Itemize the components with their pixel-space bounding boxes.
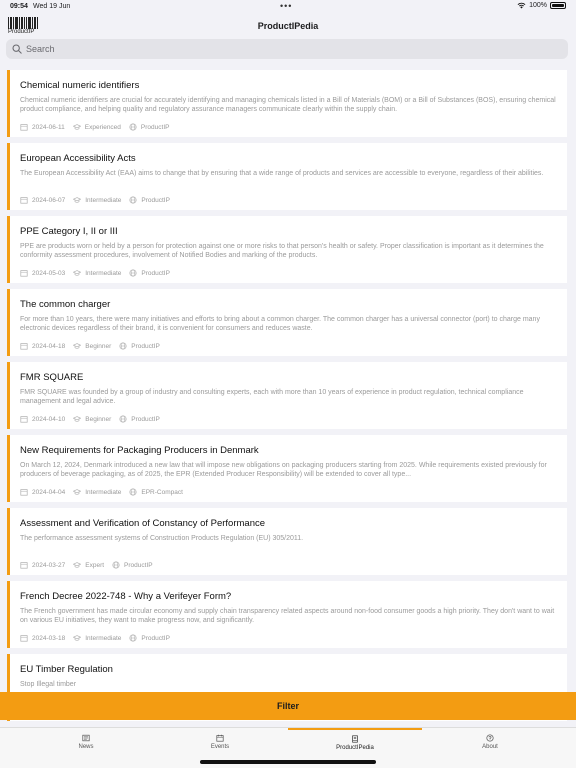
article-date: 2024-06-07 (32, 196, 66, 204)
article-description: FMR SQUARE was founded by a group of industry and consulting experts, each with more than 10 years of experience in product regulation, technical compliance management and legal advice. (20, 389, 524, 405)
article-source: ProductIP (141, 196, 170, 204)
header (0, 14, 576, 38)
article-title: Chemical numeric identifiers (20, 80, 140, 91)
article-title: French Decree 2022-748 - Why a Verifeyer Form? (20, 591, 232, 602)
article-date: 2024-06-11 (32, 123, 65, 131)
article-source: EPR-Compact (141, 488, 183, 496)
wifi-icon (517, 2, 526, 9)
article-level: Intermediate (85, 196, 122, 204)
article-level: Experienced (84, 123, 121, 131)
search-bar[interactable] (6, 39, 568, 59)
article-card[interactable] (7, 508, 567, 575)
status-right (517, 2, 566, 9)
newspaper-icon (82, 734, 90, 742)
article-card[interactable] (7, 216, 567, 283)
article-source: ProductIP (141, 634, 170, 642)
globe-icon (112, 561, 120, 569)
globe-icon (119, 415, 127, 423)
article-card[interactable] (7, 362, 567, 429)
search-input[interactable] (26, 44, 526, 54)
filter-button[interactable]: Filter (0, 692, 576, 720)
article-title: PPE Category I, II or III (20, 226, 118, 237)
calendar-icon (20, 634, 28, 642)
calendar-icon (20, 342, 28, 350)
article-description: Stop Illegal timber (20, 681, 77, 688)
article-card[interactable] (7, 581, 567, 648)
globe-icon (129, 196, 137, 204)
article-title: Assessment and Verification of Constancy of Performance (20, 518, 266, 529)
article-meta (20, 488, 191, 496)
article-description: The French government has made circular economy and supply chain transparency related aspects around non-food consumer goods a high priority. They don't want to wait on various EU initiatives, they want to make progress now, and significantly. (20, 608, 555, 624)
article-meta (20, 196, 178, 204)
book-icon (351, 735, 359, 743)
article-title: EU Timber Regulation (20, 664, 113, 675)
article-level: Intermediate (85, 488, 122, 496)
article-title: European Accessibility Acts (20, 153, 136, 164)
article-description: On March 12, 2024, Denmark introduced a new law that will impose new obligations on packaging producers starting from 2025. While requirements existed previously for producers of beverage packaging, as of 2025, the EPR (Extended Producer Responsibility) will be extended to cover all type... (20, 462, 547, 478)
article-description: The performance assessment systems of Construction Products Regulation (EU) 305/2011. (20, 535, 304, 542)
calendar-icon (20, 561, 28, 569)
article-source: ProductIP (141, 269, 170, 277)
article-source: ProductIP (131, 415, 160, 423)
question-icon (486, 734, 494, 742)
article-level: Intermediate (85, 634, 122, 642)
article-meta (20, 342, 168, 350)
article-meta (20, 634, 178, 642)
search-icon (12, 44, 22, 54)
tab-news-label: News (78, 744, 94, 750)
globe-icon (129, 269, 137, 277)
article-card[interactable] (7, 143, 567, 210)
graduation-cap-icon (73, 196, 81, 204)
article-meta (20, 415, 168, 423)
article-level: Beginner (85, 415, 112, 423)
tab-productipedia[interactable] (288, 728, 422, 756)
article-meta (20, 561, 161, 569)
globe-icon (129, 634, 137, 642)
article-card[interactable] (7, 435, 567, 502)
article-date: 2024-05-03 (32, 269, 66, 277)
article-card[interactable] (7, 70, 567, 137)
article-source: ProductIP (131, 342, 160, 350)
tab-news[interactable] (19, 728, 153, 756)
globe-icon (129, 488, 137, 496)
article-description: For more than 10 years, there were many initiatives and efforts to bring about a common charger. The common charger has a universal connector (port) to charge many electronic devices regardless of their brand, it is convenient for consumers and reduces waste. (20, 316, 540, 332)
article-description: PPE are products worn or held by a person for protection against one or more risks to that person's health or safety. Proper classification is important as it determines the conformity assessment procedures, involvement of Notified Bodies and marking of the products. (20, 243, 544, 259)
article-level: Beginner (85, 342, 112, 350)
tab-about-label: About (482, 744, 498, 750)
status-date: Wed 19 Jun (33, 3, 71, 10)
logo-text: ProductIP (8, 29, 35, 35)
article-level: Intermediate (85, 269, 122, 277)
tab-about[interactable] (423, 728, 557, 756)
calendar-icon (20, 269, 28, 277)
article-source: ProductIP (124, 561, 153, 569)
article-level: Expert (85, 561, 105, 569)
globe-icon (119, 342, 127, 350)
battery-percent: 100% (529, 2, 547, 9)
calendar-icon (20, 123, 28, 131)
article-title: New Requirements for Packaging Producers in Denmark (20, 445, 259, 456)
article-list[interactable] (7, 70, 567, 730)
battery-icon (550, 2, 566, 9)
tab-productipedia-label: ProductIPedia (336, 745, 374, 751)
graduation-cap-icon (73, 123, 81, 131)
status-bar (0, 0, 576, 14)
graduation-cap-icon (73, 488, 81, 496)
article-source: ProductIP (140, 123, 170, 131)
globe-icon (129, 123, 137, 131)
tab-events-label: Events (210, 744, 230, 750)
calendar-icon (20, 488, 28, 496)
article-meta (20, 269, 178, 277)
article-date: 2024-04-10 (32, 415, 66, 423)
article-date: 2024-03-18 (32, 634, 66, 642)
page-title: ProductIPedia (257, 21, 319, 31)
status-time: 09:54 (10, 3, 28, 10)
article-date: 2024-04-18 (32, 342, 66, 350)
article-card[interactable] (7, 289, 567, 356)
tab-events[interactable] (153, 728, 287, 756)
home-indicator[interactable] (200, 760, 376, 764)
article-meta (20, 123, 177, 131)
article-date: 2024-03-27 (32, 561, 66, 569)
article-title: The common charger (20, 299, 111, 310)
article-date: 2024-04-04 (32, 488, 66, 496)
article-title: FMR SQUARE (20, 372, 84, 383)
graduation-cap-icon (73, 342, 81, 350)
calendar-icon (20, 415, 28, 423)
article-description: The European Accessibility Act (EAA) aims to change that by ensuring that a wide range of products and services are accessible to everyone, regardless of their abilities. (20, 170, 544, 177)
graduation-cap-icon (73, 634, 81, 642)
calendar-icon (20, 196, 28, 204)
graduation-cap-icon (73, 415, 81, 423)
graduation-cap-icon (73, 561, 81, 569)
graduation-cap-icon (73, 269, 81, 277)
article-description: Chemical numeric identifiers are crucial for accurately identifying and managing chemicals listed in a Bill of Materials (BOM) or a Bill of Substances (BOS), ensuring chemical product compliance, and helping quality and regulatory assurance managers communicate clearly within the supply chain. (20, 97, 556, 113)
calendar-icon (216, 734, 224, 742)
multitask-dots-icon[interactable]: ••• (280, 1, 293, 11)
